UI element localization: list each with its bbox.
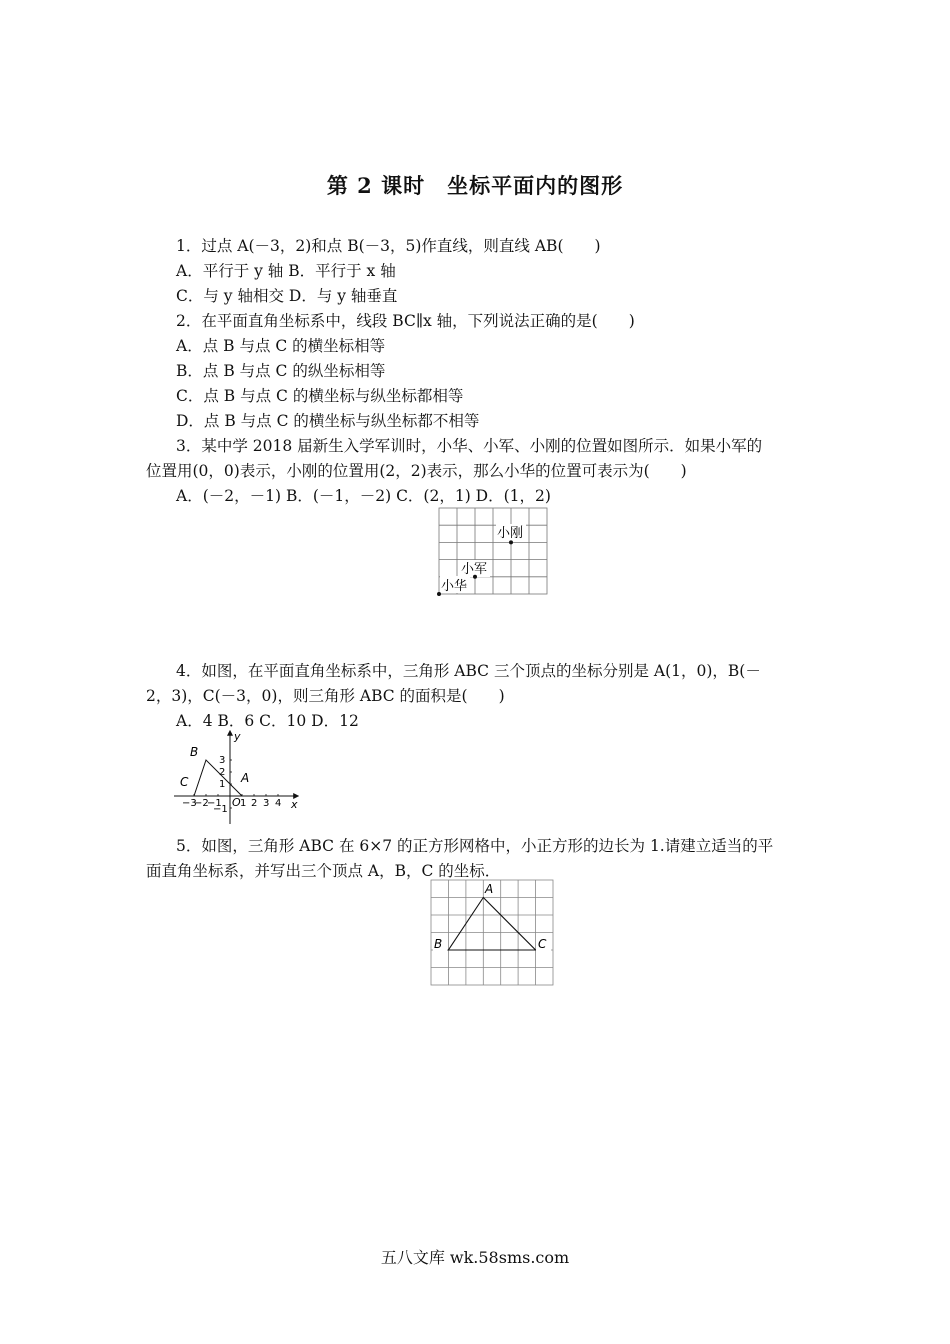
q2-option-c: C．点 B 与点 C 的横坐标与纵坐标都相等 bbox=[176, 387, 464, 405]
footer-source: 五八文库 wk.58sms.com bbox=[380, 1248, 570, 1267]
tick-x-neg3: −3 bbox=[182, 798, 197, 809]
triangle-abc-grid bbox=[448, 898, 535, 951]
grid-label-a: A bbox=[485, 882, 494, 896]
tick-x-4: 4 bbox=[275, 798, 282, 809]
tick-x-2: 2 bbox=[251, 798, 258, 809]
q2-option-b: B．点 B 与点 C 的纵坐标相等 bbox=[176, 362, 386, 380]
tick-x-1: 1 bbox=[240, 798, 247, 809]
xiaojun-label: 小军 bbox=[461, 562, 488, 577]
q1-options-1: A．平行于 y 轴 B．平行于 x 轴 bbox=[176, 262, 396, 280]
q3-stem-1: 3．某中学 2018 届新生入学军训时，小华、小军、小刚的位置如图所示．如果小军的 bbox=[176, 437, 763, 455]
grid-label-c: C bbox=[538, 937, 547, 951]
tick-y-neg1: −1 bbox=[213, 804, 228, 815]
q4-options: A．4 B．6 C．10 D．12 bbox=[176, 712, 359, 730]
q5-stem-1: 5．如图，三角形 ABC 在 6×7 的正方形网格中，小正方形的边长为 1.请建立适当的平 bbox=[176, 837, 774, 855]
xiaohua-label: 小华 bbox=[441, 579, 468, 594]
tick-y-3: 3 bbox=[219, 755, 226, 766]
q1-options-2: C．与 y 轴相交 D．与 y 轴垂直 bbox=[176, 287, 398, 305]
q4-coordinate-figure bbox=[170, 728, 305, 828]
page-title: 第 2 课时 坐标平面内的图形 bbox=[326, 173, 624, 198]
tick-x-neg1: −1 bbox=[207, 798, 222, 809]
tick-x-neg2: −2 bbox=[194, 798, 209, 809]
q2-stem: 2．在平面直角坐标系中，线段 BC∥x 轴，下列说法正确的是( ) bbox=[176, 312, 635, 330]
q2-option-d: D．点 B 与点 C 的横坐标与纵坐标都不相等 bbox=[176, 412, 480, 430]
label-a: A bbox=[241, 771, 250, 785]
tick-y-2: 2 bbox=[219, 767, 226, 778]
triangle-abc bbox=[194, 760, 242, 796]
q2-option-a: A．点 B 与点 C 的横坐标相等 bbox=[176, 337, 386, 355]
grid-label-b: B bbox=[434, 937, 443, 951]
tick-y-1: 1 bbox=[219, 779, 226, 790]
label-x: x bbox=[291, 798, 298, 811]
label-c: C bbox=[180, 775, 189, 789]
tick-x-3: 3 bbox=[263, 798, 270, 809]
q5-stem-2: 面直角坐标系，并写出三个顶点 A，B，C 的坐标． bbox=[146, 862, 501, 880]
q4-stem-1: 4．如图，在平面直角坐标系中，三角形 ABC 三个顶点的坐标分别是 A(1，0)，B(－ bbox=[176, 662, 761, 680]
q1-stem: 1．过点 A(－3，2)和点 B(－3，5)作直线，则直线 AB( ) bbox=[176, 237, 601, 255]
q3-position-grid-figure bbox=[430, 505, 554, 601]
label-b: B bbox=[190, 745, 199, 759]
q3-options: A．(－2，－1) B．(－1，－2) C．(2，1) D．(1，2) bbox=[176, 487, 551, 505]
q4-stem-2: 2，3)，C(－3，0)，则三角形 ABC 的面积是( ) bbox=[146, 687, 505, 705]
xiaogang-point bbox=[509, 540, 513, 544]
label-y: y bbox=[234, 730, 241, 743]
q5-grid-figure bbox=[425, 877, 557, 989]
xiaogang-label: 小刚 bbox=[497, 526, 524, 541]
q3-stem-2: 位置用(0，0)表示，小刚的位置用(2，2)表示，那么小华的位置可表示为( ) bbox=[146, 462, 687, 480]
label-o: O bbox=[232, 796, 241, 809]
